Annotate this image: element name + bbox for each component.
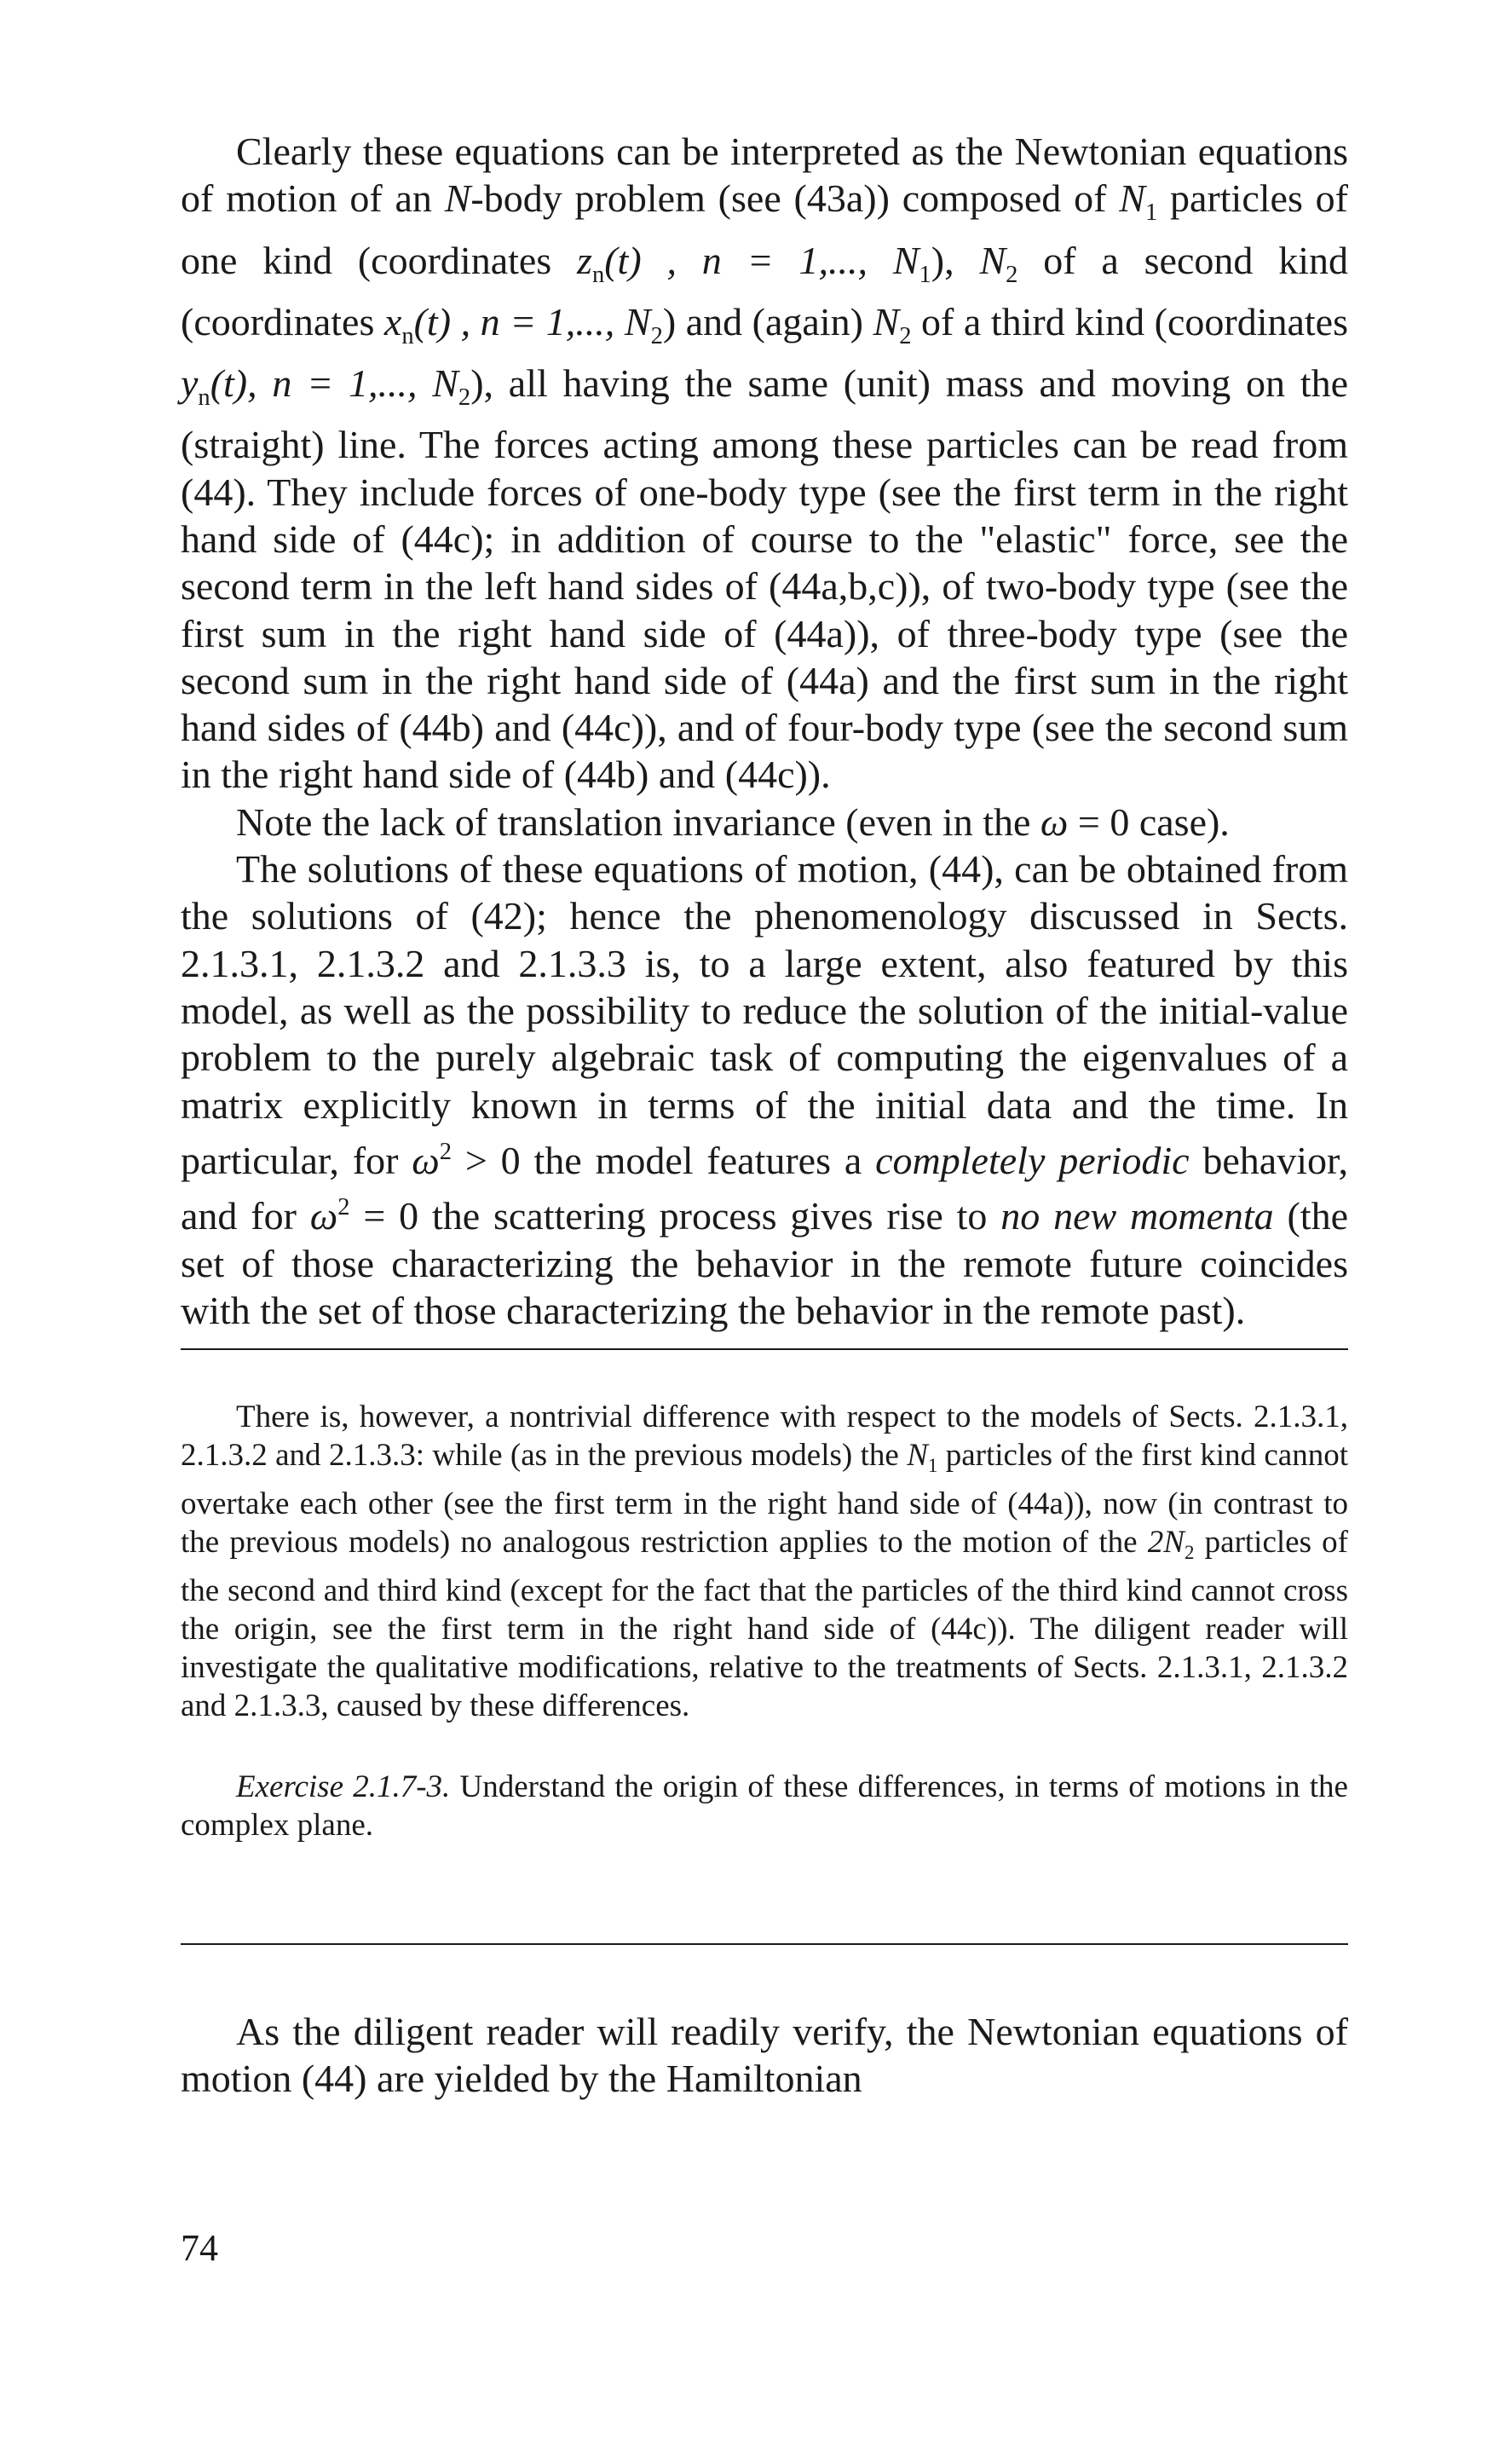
note-rule-top [181,1348,1348,1350]
note-rule-bottom [181,1943,1348,1945]
main-text-bottom [181,2008,1348,2103]
note-block [181,1398,1348,1844]
note-paragraph: There is, however, a nontrivial difference with respect to the models of Sects. 2.1.3.1, 2.1.3.2 and 2.1.3.3: while (as in the previous models) the $N_1$ particles of the first kind cannot overtake each other (see the first term in the right hand side of (44a)), now (in contrast to the previous models) no analogous restriction applies to the motion of the $2N_2$ particles of the second and third kind (except for the fact that the particles of the third kind cannot cross the origin, see the first term in the right hand side of (44c)). The diligent reader will investigate the qualitative modifications, relative to the treatments of Sects. 2.1.3.1, 2.1.3.2 and 2.1.3.3, caused by these differences. [181,1399,1348,1724]
paragraph-1: Clearly these equations can be interpreted as the Newtonian equations of motion of an N-body problem (see (43a)) composed of $N_1$ particles of one kind (coordinates $z_n(t)$ , n = 1,..., $N_1$), $N_2$ of a second kind (coordinates $x_n(t)$ , n = 1,..., $N_2$) and (again) $N_2$ of a third kind (coordinates $y_n(t)$, n = 1,..., $N_2$), all having the same (unit) mass and moving on the (straight) line. The forces acting among these particles can be read from (44). They include forces of one-body type (see the first term in the right hand side of (44c); in addition of course to the "elastic" force, see the second term in the left hand sides of (44a,b,c)), of two-body type (see the first sum in the right hand side of (44a)), of three-body type (see the second sum in the right hand side of (44a) and the first sum in the right hand sides of (44b) and (44c)), and of four-body type (see the second sum in the right hand side of (44b) and (44c)). [181,130,1348,797]
exercise-paragraph: Exercise 2.1.7-3. Understand the origin of these differences, in terms of motions in the complex plane. [181,1769,1348,1844]
page-number: 74 [181,2227,218,2269]
exercise-label: Exercise 2.1.7-3. [236,1769,451,1805]
main-text-top [181,128,1348,1334]
paragraph-2: Note the lack of translation invariance (even in the ω = 0 case). [236,799,1230,844]
closing-paragraph: As the diligent reader will readily verify, the Newtonian equations of motion (44) are yielded by the Hamiltonian [181,2010,1348,2101]
paragraph-3: The solutions of these equations of motion, (44), can be obtained from the solutions of (42); hence the phenomenology discussed in Sects. 2.1.3.1, 2.1.3.2 and 2.1.3.3 is, to a large extent, also featured by this model, as well as the possibility to reduce the solution of the initial-value problem to the purely algebraic task of computing the eigenvalues of a matrix explicitly known in terms of the initial data and the time. In particular, for $\omega^2 > 0$ the model features a completely periodic behavior, and for $\omega^2 = 0$ the scattering process gives rise to no new momenta (the set of those characterizing the behavior in the remote future coincides with the set of those characterizing the behavior in the remote past). [181,847,1349,1332]
